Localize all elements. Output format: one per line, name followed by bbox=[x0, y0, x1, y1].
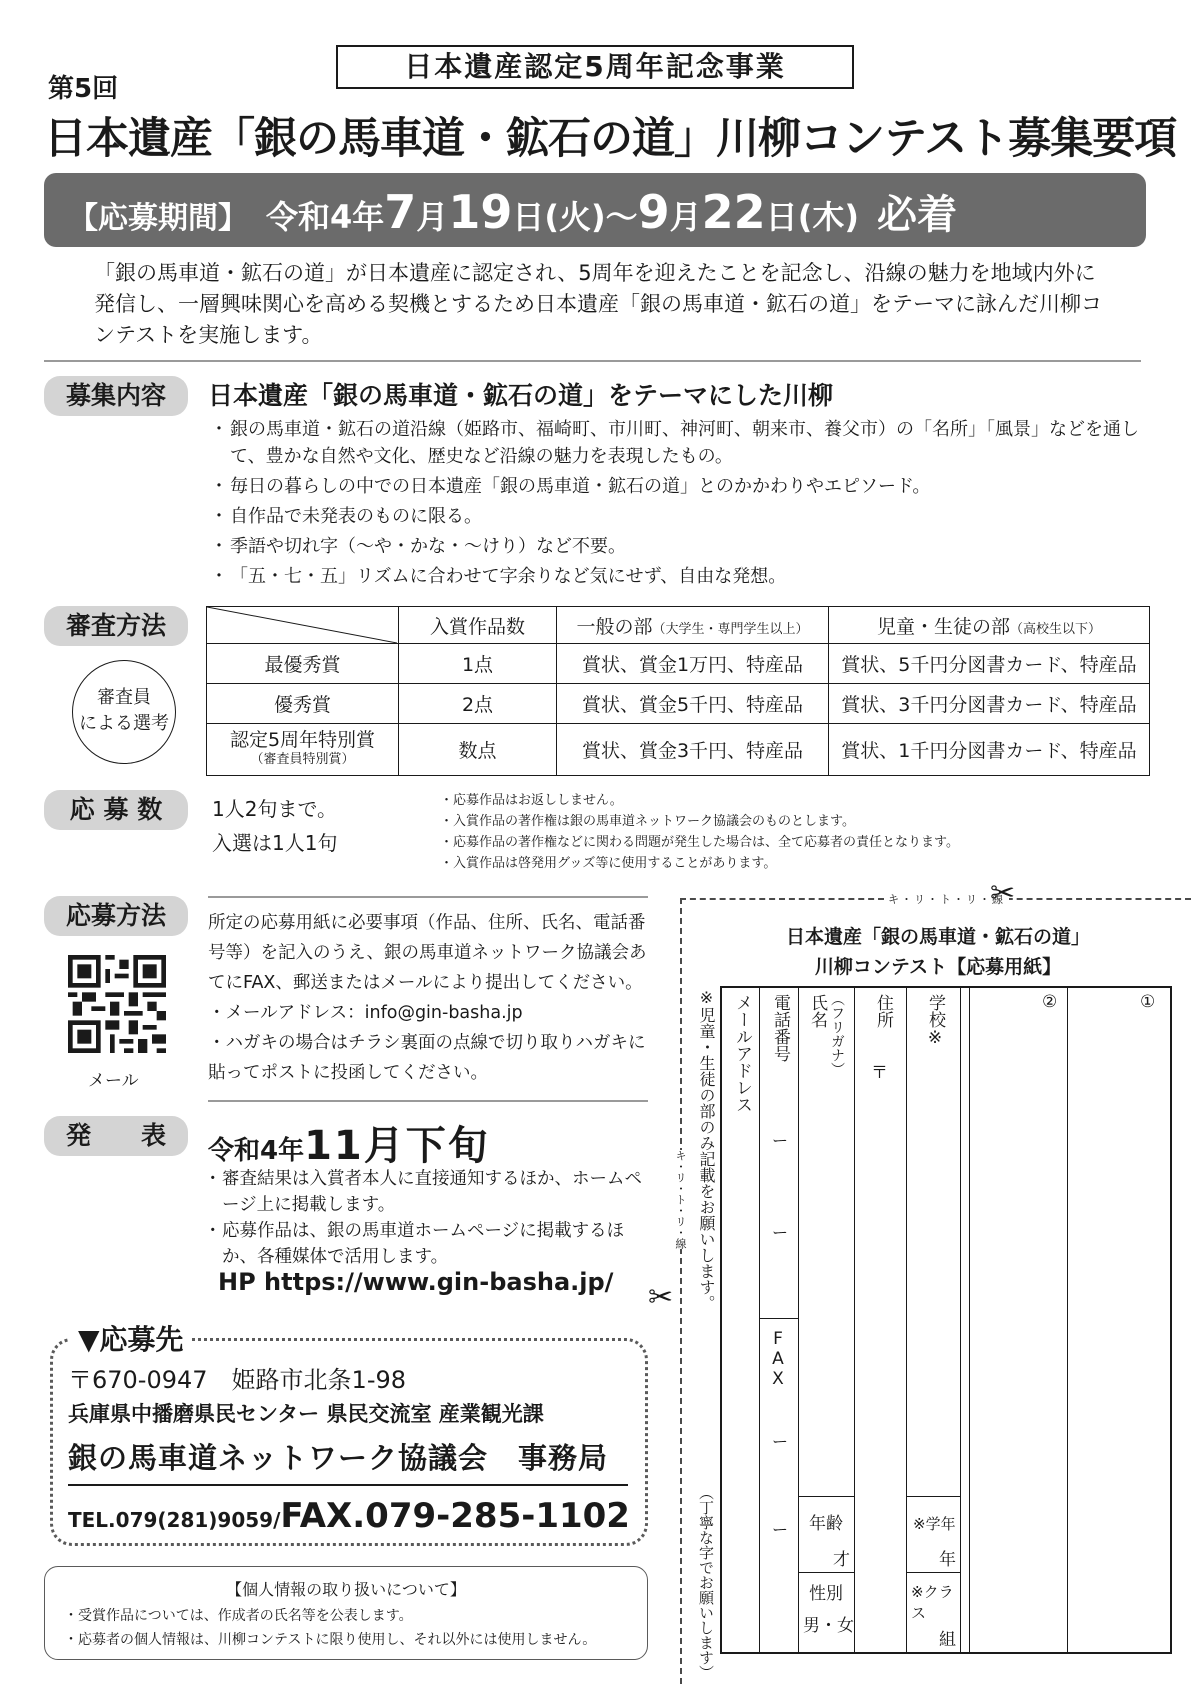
cut-line-label-vertical: キ・リ・ト・リ・線 bbox=[674, 1150, 687, 1249]
award-subname: （審査員特別賞） bbox=[250, 751, 355, 767]
list-item: ・ 入賞作品は啓発用グッズ等に使用することがあります。 bbox=[440, 853, 959, 874]
address-office: 兵庫県中播磨県民センター 県民交流室 産業観光課 bbox=[68, 1402, 544, 1426]
form-col-work-1[interactable] bbox=[1068, 988, 1170, 1652]
table-row bbox=[207, 644, 1150, 684]
period-month-kanji-2: 月 bbox=[669, 198, 702, 236]
fax-number: FAX.079-285-1102 bbox=[280, 1496, 630, 1536]
homepage-link[interactable]: HP https://www.gin-basha.jp/ bbox=[218, 1268, 614, 1296]
period-label: 【応募期間】 bbox=[68, 201, 248, 236]
table-row bbox=[207, 684, 1150, 724]
fax-label: FAX bbox=[768, 1329, 788, 1389]
period-era: 令和4年 bbox=[266, 198, 385, 236]
period-month-kanji: 月 bbox=[416, 198, 449, 236]
award-name-cell bbox=[207, 724, 399, 776]
gender-cell[interactable] bbox=[799, 1572, 854, 1652]
header-youth bbox=[829, 607, 1150, 644]
period-day-kanji-2: 日 bbox=[765, 198, 798, 236]
table-header-row bbox=[207, 607, 1150, 644]
scissors-icon: ✂ bbox=[990, 876, 1016, 911]
announce-when: 11月下旬 bbox=[304, 1123, 490, 1169]
list-item: ・ 応募者の個人情報は、川柳コンテストに限り使用し、それ以外には使用しません。 bbox=[64, 1628, 596, 1652]
form-note-neat: （丁寧な字でお願いします） bbox=[697, 1485, 715, 1680]
table-corner-cell bbox=[207, 607, 399, 644]
tel-number: TEL.079(281)9059/ bbox=[68, 1508, 281, 1532]
application-form bbox=[720, 986, 1172, 1654]
award-general: 賞状、賞金3千円、特産品 bbox=[557, 724, 829, 776]
circle-line-2: による選考 bbox=[79, 713, 169, 734]
list-item: ・ 応募作品は、銀の馬車道ホームページに掲載するほか、各種媒体で活用します。 bbox=[208, 1218, 648, 1270]
award-youth: 賞状、1千円分図書カード、特産品 bbox=[829, 724, 1150, 776]
awards-table bbox=[206, 606, 1150, 776]
list-item: ・ 入賞作品の著作権は銀の馬車道ネットワーク協議会のものとします。 bbox=[440, 811, 959, 832]
anniversary-banner: 日本遺産認定5周年記念事業 bbox=[336, 45, 854, 89]
award-name: 最優秀賞 bbox=[207, 644, 399, 684]
section-label-judging: 審査方法 bbox=[44, 606, 188, 646]
form-col-work-2[interactable] bbox=[970, 988, 1068, 1652]
qr-code-icon[interactable] bbox=[68, 955, 166, 1053]
age-unit: 才 bbox=[833, 1550, 850, 1570]
grade-unit: 年 bbox=[939, 1550, 956, 1570]
period-end-day: 22 bbox=[701, 185, 766, 239]
edition-label: 第5回 bbox=[48, 74, 119, 104]
diagonal-line bbox=[207, 607, 397, 643]
work-1-label: ① bbox=[1140, 992, 1156, 1012]
award-name: 認定5周年特別賞 bbox=[229, 728, 376, 751]
section-label-method: 応募方法 bbox=[44, 896, 188, 936]
period-start-weekday: (火) bbox=[544, 198, 606, 236]
award-count: 1点 bbox=[399, 644, 557, 684]
list-item: ・ 自作品で未発表のものに限る。 bbox=[214, 503, 1154, 530]
scissors-icon: ✂ bbox=[648, 1280, 674, 1315]
name-kana-label: （フリガナ） bbox=[829, 992, 845, 1076]
postal-mark: 〒 bbox=[871, 1063, 888, 1083]
list-item: ・ 銀の馬車道・鉱石の道沿線（姫路市、福崎町、市川町、神河町、朝来市、養父市）の「名所」「風景」などを通して、豊かな自然や文化、歴史など沿線の魅力を表現したもの。 bbox=[214, 416, 1154, 470]
school-label: 学校※ bbox=[925, 994, 945, 1048]
phone-separator: ー bbox=[772, 1131, 789, 1150]
table-row bbox=[207, 724, 1150, 776]
entry-limit bbox=[212, 792, 337, 860]
announce-date bbox=[208, 1114, 490, 1171]
award-general: 賞状、賞金5千円、特産品 bbox=[557, 684, 829, 724]
header-general bbox=[557, 607, 829, 644]
announce-list bbox=[208, 1166, 648, 1270]
fax-separator: ー bbox=[772, 1520, 789, 1539]
period-day-kanji: 日 bbox=[512, 198, 545, 236]
method-email: ・メールアドレス：info@gin-basha.jp bbox=[208, 1003, 523, 1023]
divider bbox=[208, 1100, 648, 1102]
form-note-youth: ※児童・生徒の部のみ記載をお願いします。 bbox=[697, 988, 716, 1311]
privacy-heading: 【個人情報の取り扱いについて】 bbox=[226, 1580, 466, 1599]
period-start-month: 7 bbox=[384, 185, 417, 239]
qr-label: メール bbox=[88, 1071, 139, 1091]
award-count: 2点 bbox=[399, 684, 557, 724]
class-unit: 組 bbox=[939, 1630, 956, 1650]
section-label-recruit: 募集内容 bbox=[44, 376, 188, 416]
age-label: 年齢 bbox=[809, 1514, 843, 1534]
list-item: ・ 応募作品の著作権などに関わる問題が発生した場合は、全て応募者の責任となります。 bbox=[440, 832, 959, 853]
circle-line-1: 審査員 bbox=[97, 687, 151, 708]
form-col-phone[interactable] bbox=[760, 988, 799, 1652]
list-item: ・ 毎日の暮らしの中での日本遺産「銀の馬車道・鉱石の道」とのかかわりやエピソード。 bbox=[214, 473, 1154, 500]
gender-options: 男・女 bbox=[803, 1616, 854, 1636]
phone-label: 電話番号 bbox=[770, 994, 790, 1062]
fax-separator: ー bbox=[772, 1432, 789, 1451]
header-general-label: 一般の部 bbox=[576, 615, 653, 638]
award-youth: 賞状、3千円分図書カード、特産品 bbox=[829, 684, 1150, 724]
period-start-day: 19 bbox=[448, 185, 513, 239]
class-label: ※クラス bbox=[911, 1583, 954, 1622]
award-youth: 賞状、5千円分図書カード、特産品 bbox=[829, 644, 1150, 684]
header-youth-note: （高校生以下） bbox=[1010, 621, 1102, 637]
age-cell[interactable] bbox=[799, 1496, 854, 1572]
form-col-address[interactable] bbox=[855, 988, 907, 1652]
name-label: 氏名 bbox=[807, 994, 827, 1028]
divider bbox=[208, 896, 648, 898]
header-youth-label: 児童・生徒の部 bbox=[876, 615, 1010, 638]
email-label: メールアドレス bbox=[732, 994, 752, 1113]
gender-label: 性別 bbox=[809, 1584, 843, 1604]
method-text bbox=[208, 908, 660, 1088]
period-must-arrive: 必着 bbox=[876, 192, 957, 238]
work-2-label: ② bbox=[1042, 992, 1058, 1012]
judge-selection-circle bbox=[72, 660, 176, 764]
award-name: 優秀賞 bbox=[207, 684, 399, 724]
grade-cell[interactable] bbox=[907, 1496, 960, 1572]
list-item: ・ 応募作品はお返ししません。 bbox=[440, 790, 959, 811]
section-label-entries: 応 募 数 bbox=[44, 790, 188, 830]
address-postal: 〒670-0947 姫路市北条1-98 bbox=[68, 1366, 407, 1394]
form-col-email[interactable] bbox=[722, 988, 760, 1652]
entry-notes bbox=[440, 790, 959, 874]
divider bbox=[44, 360, 1141, 362]
announce-era: 令和4年 bbox=[208, 1136, 305, 1166]
address-heading: ▼応募先 bbox=[70, 1318, 192, 1358]
page-title: 日本遺産「銀の馬車道・鉱石の道」川柳コンテスト募集要項 bbox=[44, 114, 1177, 164]
address-label: 住所 bbox=[873, 994, 893, 1028]
cut-line-vertical bbox=[680, 898, 682, 1684]
recruit-heading: 日本遺産「銀の馬車道・鉱石の道」をテーマにした川柳 bbox=[208, 381, 834, 410]
list-item: ・ 審査結果は入賞者本人に直接通知するほか、ホームページ上に掲載します。 bbox=[208, 1166, 648, 1218]
form-col-school[interactable] bbox=[907, 988, 961, 1652]
entry-limit-line-2: 入選は1人1句 bbox=[212, 831, 338, 855]
form-col-name[interactable] bbox=[799, 988, 855, 1652]
divider bbox=[68, 1484, 628, 1486]
award-count: 数点 bbox=[399, 724, 557, 776]
form-title-2: 川柳コンテスト【応募用紙】 bbox=[814, 956, 1062, 978]
form-gap bbox=[961, 988, 970, 1652]
period-end-weekday: (木) bbox=[797, 198, 859, 236]
application-period-bar bbox=[44, 173, 1146, 247]
privacy-list bbox=[64, 1604, 596, 1652]
phone-separator: ー bbox=[772, 1223, 789, 1242]
section-label-announce: 発 表 bbox=[44, 1116, 188, 1156]
contact-numbers bbox=[68, 1496, 630, 1536]
period-tilde: ～ bbox=[605, 198, 638, 236]
list-item: ・ 受賞作品については、作成者の氏名等を公表します。 bbox=[64, 1604, 596, 1628]
intro-text: 「銀の馬車道・鉱石の道」が日本遺産に認定され、5周年を迎えたことを記念し、沿線の魅力を地域内外に発信し、一層興味関心を高める契機とするため日本遺産「銀の馬車道・鉱石の道」をテーマに詠んだ川柳コンテストを実施します。 bbox=[94, 261, 1102, 347]
fax-cell[interactable] bbox=[760, 1318, 798, 1539]
header-general-note: （大学生・専門学生以上） bbox=[652, 621, 809, 637]
period-end-month: 9 bbox=[637, 185, 670, 239]
list-item: ・ 季語や切れ字（～や・かな・～けり）など不要。 bbox=[214, 533, 1154, 560]
grade-label: ※学年 bbox=[913, 1515, 956, 1533]
method-body: 所定の応募用紙に必要事項（作品、住所、氏名、電話番号等）を記入のうえ、銀の馬車道ネットワーク協議会あてにFAX、郵送またはメールにより提出してください。 bbox=[208, 913, 647, 993]
class-cell[interactable] bbox=[907, 1572, 960, 1652]
form-title-1: 日本遺産「銀の馬車道・鉱石の道」 bbox=[785, 926, 1090, 948]
award-general: 賞状、賞金1万円、特産品 bbox=[557, 644, 829, 684]
header-count: 入賞作品数 bbox=[399, 607, 557, 644]
recruit-list bbox=[214, 416, 1154, 593]
method-postcard: ・ハガキの場合はチラシ裏面の点線で切り取りハガキに貼ってポストに投函してください。 bbox=[208, 1033, 646, 1083]
entry-limit-line-1: 1人2句まで。 bbox=[212, 797, 338, 821]
address-organization: 銀の馬車道ネットワーク協議会 事務局 bbox=[68, 1441, 609, 1475]
list-item: ・ 「五・七・五」リズムに合わせて字余りなど気にせず、自由な発想。 bbox=[214, 563, 1154, 590]
cut-line-label: キ・リ・ト・リ・線 bbox=[884, 891, 1009, 907]
